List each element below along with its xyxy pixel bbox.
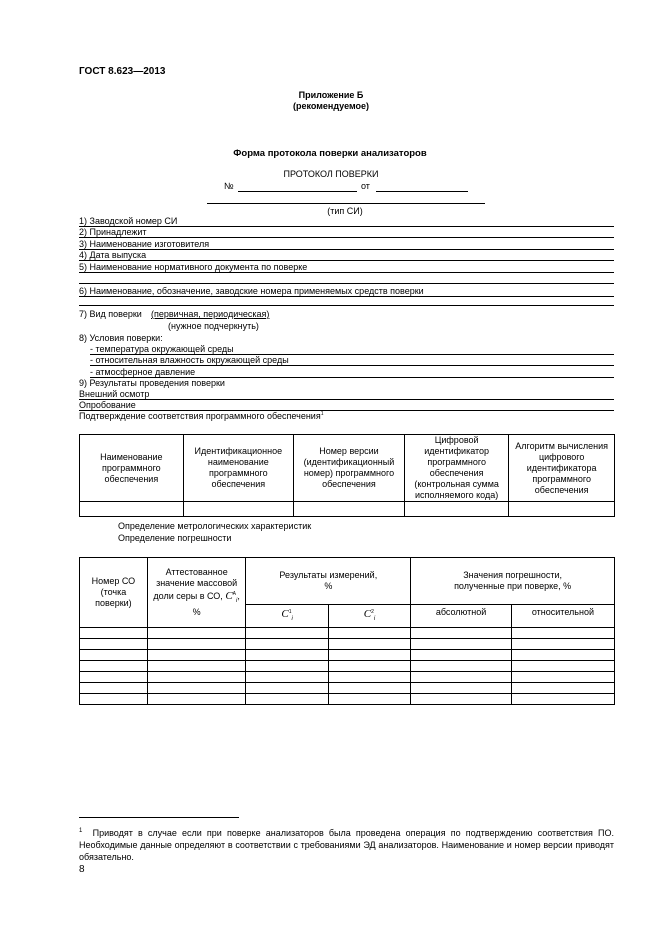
error-col-errors [411, 558, 615, 605]
result-software-confirmation [79, 411, 323, 421]
results-label: 9) Результаты проведения поверки [79, 378, 225, 388]
page-number: 8 [79, 864, 85, 875]
field-owner: 2) Принадлежит [79, 227, 614, 239]
error-cell [511, 628, 614, 639]
footnote [79, 825, 614, 863]
software-cell [404, 502, 508, 517]
field-release-date: 4) Дата выпуска [79, 250, 614, 262]
error-cell [246, 694, 328, 705]
error-col-errors-text-2: полученные при поверке, % [454, 581, 572, 591]
software-col-name: Наименование программного обеспечения [80, 435, 184, 502]
error-cell [246, 683, 328, 694]
software-col-digital-id: Цифровой идентификатор программного обеспечения (контрольная сумма исполняемого кода) [404, 435, 508, 502]
error-table-row [80, 628, 615, 639]
condition-pressure: - атмосферное давление [90, 367, 614, 379]
error-cell [328, 639, 410, 650]
result-1-sub: i [291, 615, 293, 622]
error-cell [147, 683, 246, 694]
error-cell [511, 639, 614, 650]
protocol-date-label: от [361, 181, 370, 191]
error-table-header-row-1 [80, 558, 615, 605]
error-col-absolute: абсолютной [411, 605, 512, 628]
error-cell [411, 628, 512, 639]
error-col-number: Номер СО (точка поверки) [80, 558, 148, 628]
error-cell [80, 650, 148, 661]
error-table-row [80, 683, 615, 694]
metrology-line-2: Определение погрешности [118, 533, 232, 543]
verification-kind-hint: (нужное подчеркнуть) [168, 321, 259, 331]
error-cell [246, 650, 328, 661]
attested-sub: i [236, 597, 238, 604]
error-col-errors-text: Значения погрешности, [463, 570, 563, 580]
field-verification-means-extra-line [79, 305, 614, 306]
protocol-number-line [238, 191, 357, 192]
error-cell [80, 683, 148, 694]
error-cell [147, 661, 246, 672]
attested-unit: , % [192, 591, 240, 617]
software-col-algorithm: Алгоритм вычисления цифрового идентификатора программного обеспечения [509, 435, 615, 502]
software-table [79, 434, 615, 517]
result-external-inspection: Внешний осмотр [79, 389, 614, 401]
error-cell [80, 628, 148, 639]
error-cell [411, 694, 512, 705]
footnote-reference: 1 [320, 411, 324, 417]
error-table-row [80, 672, 615, 683]
result-testing: Опробование [79, 400, 614, 412]
result-2-sub: i [373, 615, 376, 622]
protocol-number-label: № [224, 181, 234, 191]
error-table-row [80, 639, 615, 650]
conditions-label: 8) Условия поверки: [79, 333, 163, 343]
error-col-result-1 [246, 605, 328, 628]
software-cell [80, 502, 184, 517]
verification-kind-label: 7) Вид поверки [79, 309, 142, 319]
footnote-mark: 1 [79, 828, 83, 834]
software-table-row [80, 502, 615, 517]
software-table-header-row [80, 435, 615, 502]
error-cell [411, 661, 512, 672]
field-verification-means: 6) Наименование, обозначение, заводские номера применяемых средств поверки [79, 286, 614, 298]
appendix-subtitle: (рекомендуемое) [293, 101, 369, 111]
field-normative-document: 5) Наименование нормативного документа по поверке [79, 262, 614, 274]
result-1-sup: 1 [288, 609, 292, 616]
error-table-row [80, 694, 615, 705]
software-col-version: Номер версии (идентификационный номер) программного обеспечения [293, 435, 404, 502]
footnote-separator [79, 817, 239, 818]
software-cell [183, 502, 293, 517]
error-cell [246, 661, 328, 672]
error-cell [147, 628, 246, 639]
error-cell [80, 661, 148, 672]
error-col-results-unit: % [324, 581, 333, 591]
error-cell [411, 672, 512, 683]
error-col-result-2 [328, 605, 410, 628]
error-cell [147, 672, 246, 683]
condition-temperature: - температура окружающей среды [90, 344, 614, 356]
metrology-line-1: Определение метрологических характеристик [118, 521, 312, 531]
error-col-attested-text: Аттестованное значение массовой доли серы в СО, [153, 567, 238, 602]
error-table [79, 557, 615, 705]
field-normative-document-extra-line [79, 283, 614, 284]
verification-kind-options: (первичная, периодическая) [151, 309, 270, 319]
error-cell [246, 672, 328, 683]
error-cell [411, 639, 512, 650]
error-cell [246, 628, 328, 639]
error-cell [147, 639, 246, 650]
result-1-symbol: C [281, 608, 289, 621]
error-col-results-text: Результаты измерений, [279, 570, 378, 580]
error-col-relative: относительной [511, 605, 614, 628]
result-2-symbol: C [363, 608, 372, 621]
error-cell [147, 694, 246, 705]
error-cell [411, 650, 512, 661]
error-table-row [80, 661, 615, 672]
error-cell [328, 694, 410, 705]
error-col-attested [147, 558, 246, 628]
software-cell [509, 502, 615, 517]
error-col-results [246, 558, 411, 605]
error-cell [328, 661, 410, 672]
condition-humidity: - относительная влажность окружающей среды [90, 355, 614, 367]
error-cell [511, 672, 614, 683]
error-cell [147, 650, 246, 661]
error-cell [328, 672, 410, 683]
footnote-text: Приводят в случае если при поверке анализаторов была проведена операция по подтверждению соответствия ПО. Необходимые данные определяют в соответствии с требованиями ЭД анализаторов. Наименование и номер версии приводят обязательно. [79, 828, 614, 862]
error-cell [511, 683, 614, 694]
field-serial-number: 1) Заводской номер СИ [79, 216, 614, 228]
software-col-id-name: Идентификационное наименование программного обеспечения [183, 435, 293, 502]
error-cell [511, 694, 614, 705]
error-cell [328, 683, 410, 694]
attested-symbol: C [225, 590, 233, 603]
instrument-type-caption: (тип СИ) [327, 206, 363, 216]
document-header: ГОСТ 8.623—2013 [79, 66, 166, 77]
result-software-text: Подтверждение соответствия программного обеспечения [79, 411, 321, 421]
error-cell [80, 694, 148, 705]
field-manufacturer: 3) Наименование изготовителя [79, 239, 614, 251]
protocol-date-line [376, 191, 468, 192]
result-2-sup: 2 [371, 609, 374, 616]
instrument-type-line [207, 203, 485, 204]
error-cell [328, 628, 410, 639]
form-title: Форма протокола поверки анализаторов [233, 148, 427, 159]
error-cell [511, 661, 614, 672]
error-cell [411, 683, 512, 694]
software-cell [293, 502, 404, 517]
error-cell [80, 639, 148, 650]
attested-sup: А [232, 591, 237, 598]
error-cell [328, 650, 410, 661]
error-cell [246, 639, 328, 650]
protocol-title: ПРОТОКОЛ ПОВЕРКИ [283, 169, 379, 179]
error-cell [80, 672, 148, 683]
error-table-row [80, 650, 615, 661]
appendix-title: Приложение Б [298, 90, 364, 100]
error-cell [511, 650, 614, 661]
